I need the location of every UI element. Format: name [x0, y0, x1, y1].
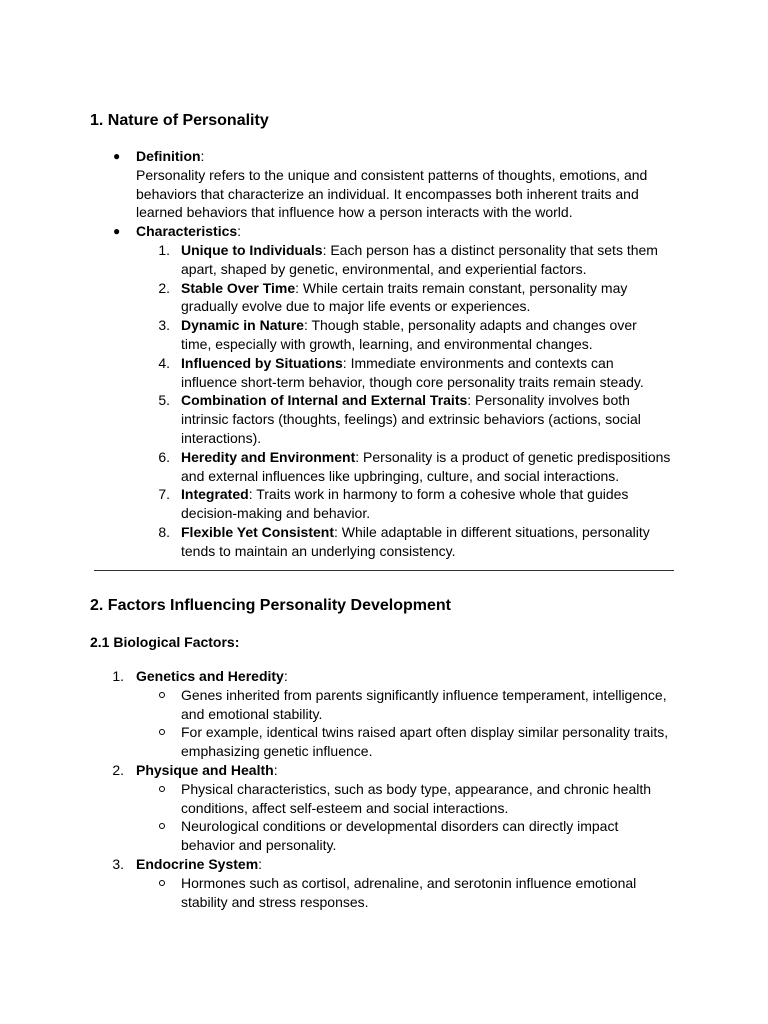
list-number: 3.	[158, 317, 170, 334]
characteristic-text	[181, 354, 671, 392]
characteristic-term: Dynamic in Nature	[181, 317, 304, 334]
characteristic-item	[0, 279, 768, 317]
characteristic-text	[181, 485, 671, 523]
hollow-bullet-icon	[159, 823, 165, 829]
hollow-bullet-icon	[159, 692, 165, 698]
list-number: 8.	[158, 523, 170, 540]
characteristic-item	[0, 316, 768, 354]
factor-item	[0, 855, 768, 911]
bullet-icon: ●	[113, 224, 121, 239]
characteristics-item	[0, 222, 768, 560]
list-number: 4.	[158, 354, 170, 371]
characteristic-description: : Each person has a distinct personality that sets them apart, shaped by genetic, environmental, and experiential factors.	[181, 241, 658, 277]
characteristic-description: : Though stable, personality adapts and changes over time, especially with growth, learning, and environmental changes.	[181, 317, 637, 352]
factor-item	[0, 667, 768, 761]
factor-term: Endocrine System	[136, 855, 259, 872]
list-number: 1.	[158, 241, 170, 258]
characteristics-heading: Characteristics:	[136, 223, 242, 240]
factor-point-text: For example, identical twins raised apart often display similar personality traits, emphasizing genetic influence.	[181, 724, 669, 760]
factor-heading	[136, 667, 768, 686]
factor-heading	[136, 761, 768, 780]
characteristic-text	[181, 316, 671, 354]
characteristic-text	[181, 279, 671, 317]
section-2-title: 2. Factors Influencing Personality Development	[90, 597, 451, 614]
list-number: 1.	[112, 668, 124, 684]
characteristic-text	[181, 448, 671, 486]
list-number: 3.	[112, 855, 124, 872]
list-number: 2.	[158, 279, 170, 296]
section-1-title: 1. Nature of Personality	[90, 112, 269, 129]
characteristic-description: : Immediate environments and contexts can influence short-term behavior, though core personality traits remain steady.	[181, 354, 644, 390]
subsection-2-1-title: 2.1 Biological Factors:	[90, 634, 240, 650]
section-1-body	[0, 147, 768, 561]
factor-point	[0, 817, 768, 855]
hollow-bullet-icon	[159, 880, 165, 886]
characteristic-description: : Traits work in harmony to form a cohesive whole that guides decision-making and behavior.	[181, 486, 629, 522]
list-number: 5.	[158, 392, 170, 409]
characteristic-description: : Personality is a product of genetic predispositions and external influences like upbringing, culture, and social interactions.	[181, 448, 671, 484]
factor-term: Genetics and Heredity	[136, 668, 284, 684]
characteristic-term: Flexible Yet Consistent	[181, 523, 335, 540]
characteristics-list	[0, 241, 768, 561]
characteristic-text	[181, 391, 671, 447]
bullet-icon: ●	[113, 149, 121, 163]
hollow-bullet-icon	[159, 786, 165, 792]
characteristic-term: Heredity and Environment	[181, 448, 356, 465]
characteristic-text	[181, 523, 671, 561]
factor-point-text: Hormones such as cortisol, adrenaline, and serotonin influence emotional stability and stress responses.	[181, 874, 637, 910]
characteristic-item	[0, 241, 768, 279]
list-number: 6.	[158, 448, 170, 465]
factor-suffix: :	[273, 761, 278, 778]
factor-item	[0, 761, 768, 855]
factor-point	[0, 686, 768, 724]
definition-text: Personality refers to the unique and consistent patterns of thoughts, emotions, and behaviors that characterize an individual. It encompasses both inherent traits and learned behaviors that influence how a person interacts with the world.	[136, 166, 648, 221]
characteristic-item	[0, 485, 768, 523]
factor-point	[0, 780, 768, 818]
definition-label: Definition	[136, 148, 201, 164]
characteristic-item	[0, 523, 768, 561]
characteristic-term: Integrated	[181, 486, 249, 503]
characteristic-term: Combination of Internal and External Traits	[181, 392, 468, 409]
characteristic-description: : While certain traits remain constant, personality may gradually evolve due to major life events or experiences.	[181, 279, 628, 315]
horizontal-divider	[94, 570, 674, 571]
hollow-bullet-icon	[159, 729, 165, 735]
characteristic-term: Stable Over Time	[181, 279, 296, 296]
factor-point-text: Physical characteristics, such as body type, appearance, and chronic health conditions, affect self-esteem and social interactions.	[181, 780, 652, 816]
characteristic-item	[0, 448, 768, 486]
factor-point-text: Genes inherited from parents significantly influence temperament, intelligence, and emotional stability.	[181, 686, 667, 722]
factor-point	[0, 723, 768, 761]
characteristic-description: : While adaptable in different situations, personality tends to maintain an underlying consistency.	[181, 523, 650, 559]
characteristic-term: Influenced by Situations	[181, 354, 343, 371]
characteristic-item	[0, 391, 768, 447]
characteristics-label: Characteristics	[136, 223, 238, 240]
factor-heading	[136, 855, 768, 874]
characteristic-term: Unique to Individuals	[181, 241, 323, 258]
characteristic-description: : Personality involves both intrinsic factors (thoughts, feelings) and extrinsic behaviors (actions, social interactions).	[181, 392, 641, 446]
factor-point-text: Neurological conditions or developmental disorders can directly impact behavior and personality.	[181, 818, 619, 854]
list-number: 7.	[158, 486, 170, 503]
definition-heading: Definition:	[136, 148, 205, 164]
characteristic-text	[181, 241, 671, 279]
biological-factors-list	[0, 667, 768, 911]
factor-term: Physique and Health	[136, 761, 274, 778]
factor-suffix: :	[258, 855, 263, 872]
definition-item	[0, 147, 768, 222]
factor-suffix: :	[283, 668, 288, 684]
list-number: 2.	[112, 761, 124, 778]
factor-point	[0, 874, 768, 912]
characteristic-item	[0, 354, 768, 392]
